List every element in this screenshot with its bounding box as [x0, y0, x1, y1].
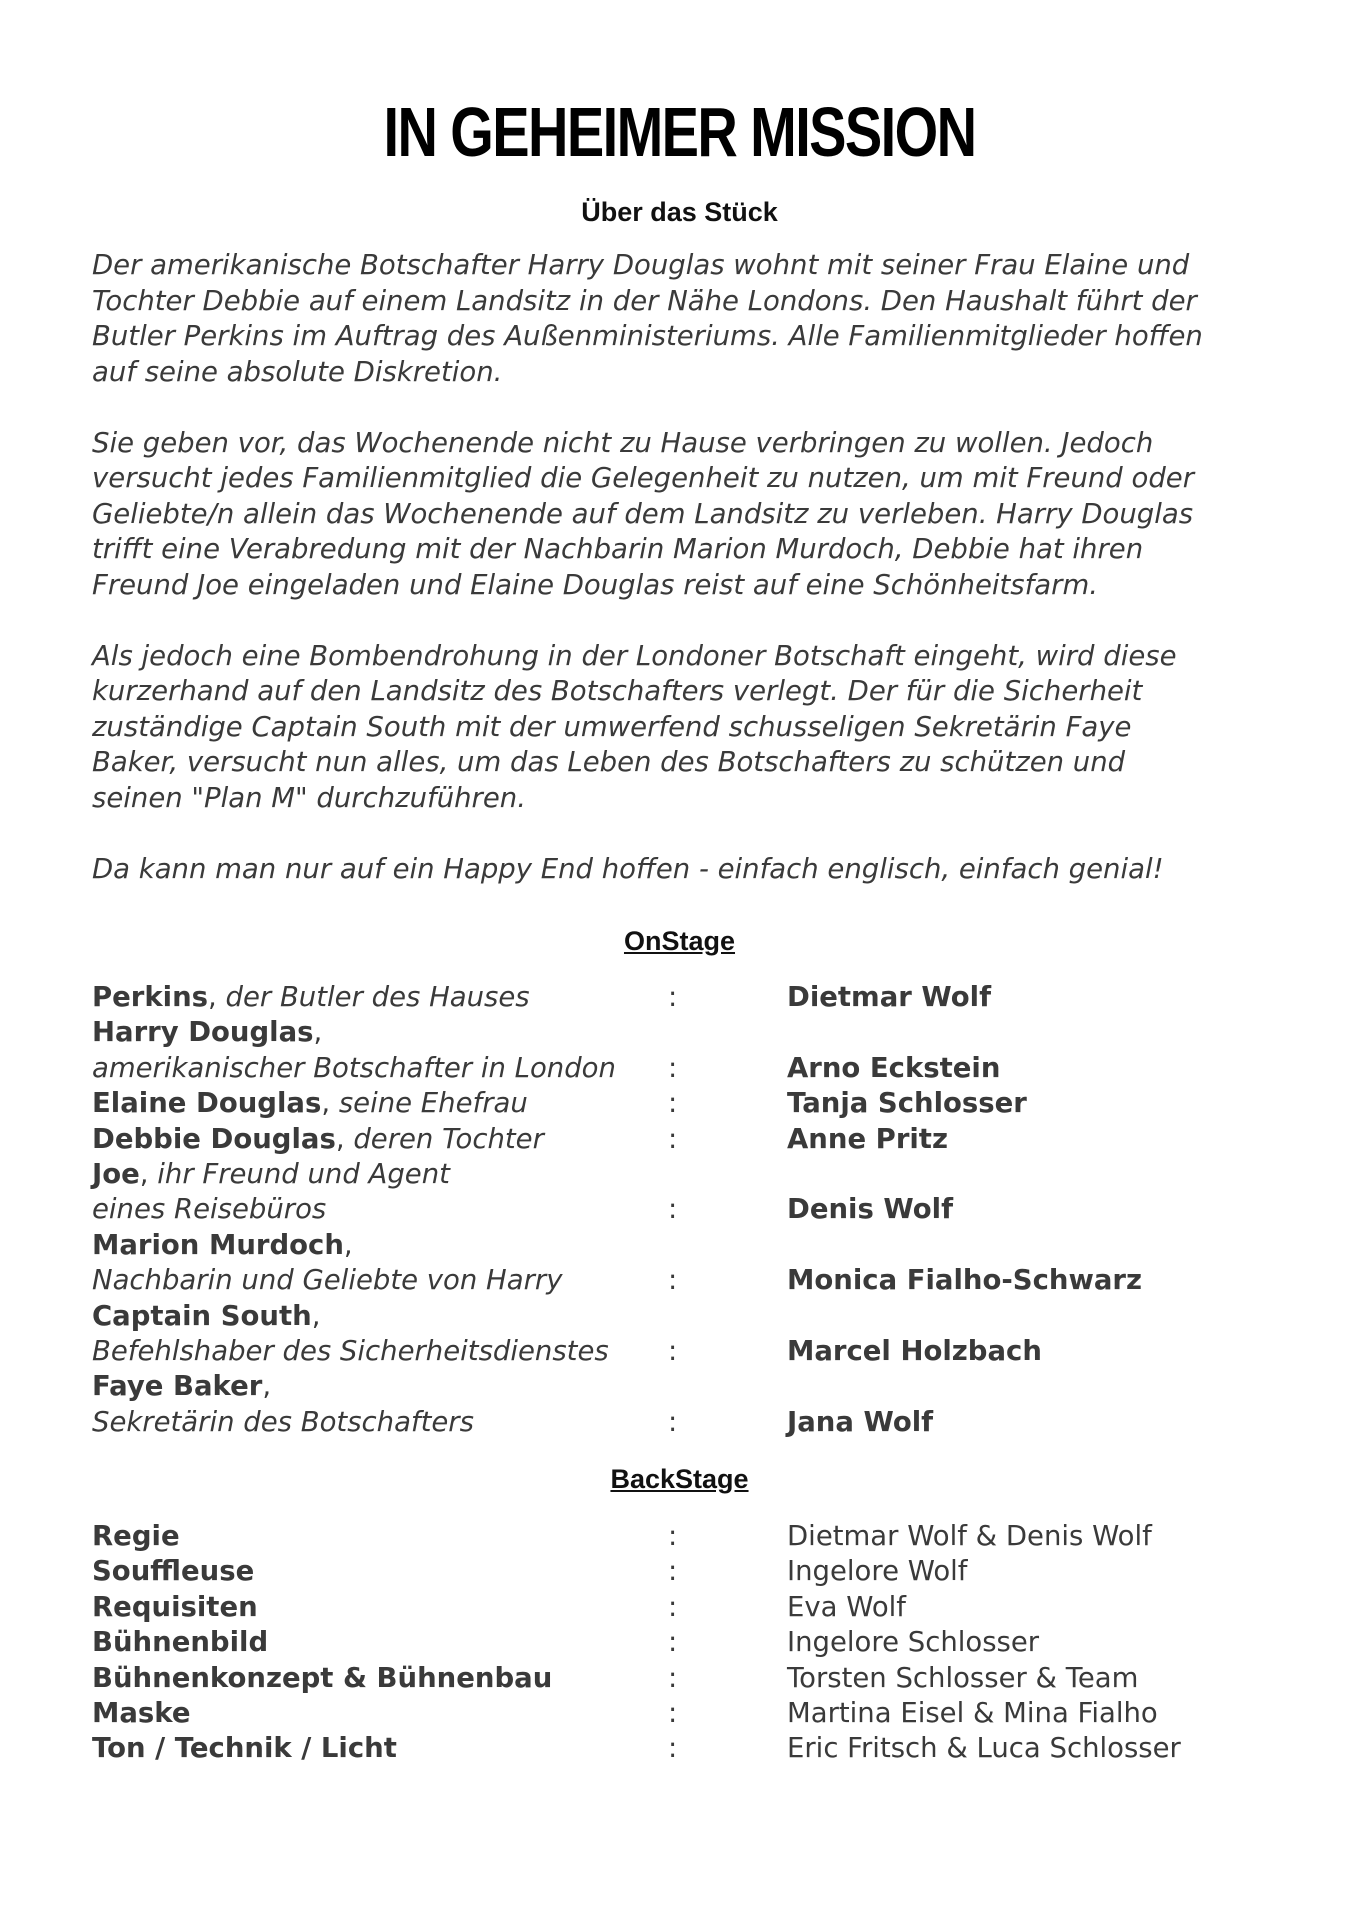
synopsis-line: Sie geben vor, das Wochenende nicht zu Hause verbringen zu wollen. Jedoch: [92, 426, 1154, 459]
cast-role: [92, 1157, 450, 1192]
crew-role: [92, 1731, 397, 1766]
cast-role: [92, 1334, 609, 1369]
crew-row: [92, 1590, 1282, 1625]
synopsis-line: Tochter Debbie auf einem Landsitz in der Nähe Londons. Den Haushalt führt der: [92, 284, 1197, 317]
crew-role-label: Regie: [92, 1520, 180, 1552]
synopsis-line: kurzerhand auf den Landsitz des Botschafters verlegt. Der für die Sicherheit: [92, 675, 1143, 707]
crew-role-label: Requisiten: [92, 1590, 258, 1623]
role-separator: ,: [311, 1299, 321, 1332]
crew-role: [92, 1519, 180, 1554]
cast-role: [92, 1051, 616, 1086]
onstage-heading: OnStage: [623, 926, 736, 956]
actor-name: Marcel Holzbach: [787, 1334, 1042, 1367]
colon-separator: :: [668, 1696, 678, 1729]
crew-row: [92, 1731, 1282, 1766]
colon-separator: :: [668, 1661, 678, 1694]
actor-name: Jana Wolf: [787, 1405, 934, 1438]
synopsis: [92, 248, 1282, 923]
role-separator: ,: [313, 1016, 323, 1049]
character-name: Perkins: [92, 981, 209, 1013]
cast-role: [92, 1263, 562, 1298]
cast-role: [92, 1299, 320, 1334]
synopsis-line: Der amerikanische Botschafter Harry Douglas wohnt mit seiner Frau Elaine und: [92, 249, 1190, 281]
character-name: Harry Douglas: [92, 1016, 314, 1049]
role-separator: ,: [343, 1228, 353, 1261]
character-name: Marion Murdoch: [92, 1228, 344, 1261]
character-name: Joe: [92, 1157, 140, 1190]
backstage-heading: BackStage: [610, 1464, 749, 1494]
crew-member-names: Martina Eisel & Mina Fialho: [787, 1696, 1158, 1729]
document-title: IN GEHEIMER MISSION: [383, 93, 976, 171]
synopsis-line: Butler Perkins im Auftrag des Außenministeriums. Alle Familienmitglieder hoffen: [92, 320, 1203, 352]
synopsis-line: Freund Joe eingeladen und Elaine Douglas reist auf eine Schönheitsfarm.: [92, 568, 1098, 601]
role-separator: ,: [139, 1157, 158, 1190]
crew-member-names: Torsten Schlosser & Team: [787, 1661, 1139, 1694]
cast-row: [92, 1051, 1282, 1086]
crew-role-label: Ton / Technik / Licht: [92, 1732, 397, 1765]
colon-separator: :: [668, 1334, 678, 1367]
onstage-cast-list: [92, 980, 1282, 1440]
cast-role: [92, 980, 530, 1015]
character-name: Debbie Douglas: [92, 1122, 336, 1155]
actor-name: Denis Wolf: [787, 1193, 954, 1226]
synopsis-paragraph: [92, 639, 1282, 817]
role-separator: ,: [321, 1087, 339, 1120]
character-description: eines Reisebüros: [92, 1193, 327, 1226]
character-name: Faye Baker: [92, 1370, 263, 1403]
cast-row: [92, 1192, 1282, 1227]
colon-separator: :: [668, 981, 678, 1013]
character-description: Befehlshaber des Sicherheitsdienstes: [92, 1334, 609, 1367]
colon-separator: :: [668, 1051, 678, 1084]
character-description: seine Ehefrau: [338, 1087, 528, 1120]
colon-separator: :: [668, 1193, 678, 1226]
cast-row: [92, 1334, 1282, 1369]
crew-row: [92, 1625, 1282, 1660]
cast-row: [92, 1122, 1282, 1157]
cast-role: [92, 1192, 326, 1227]
colon-separator: :: [668, 1122, 678, 1155]
cast-role: [92, 1015, 322, 1050]
crew-role-label: Bühnenkonzept & Bühnenbau: [92, 1661, 553, 1694]
crew-role: [92, 1590, 258, 1625]
synopsis-line: Geliebte/n allein das Wochenende auf dem Landsitz zu verleben. Harry Douglas: [92, 497, 1194, 530]
synopsis-line: seinen "Plan M" durchzuführen.: [92, 781, 526, 814]
cast-role: [92, 1405, 474, 1440]
character-description: deren Tochter: [353, 1122, 544, 1155]
synopsis-line: trifft eine Verabredung mit der Nachbarin Marion Murdoch, Debbie hat ihren: [92, 533, 1144, 565]
cast-row: [92, 1015, 1282, 1050]
role-separator: ,: [335, 1122, 354, 1155]
crew-role-label: Maske: [92, 1696, 191, 1729]
synopsis-line: versucht jedes Familienmitglied die Gelegenheit zu nutzen, um mit Freund oder: [92, 462, 1195, 494]
crew-role: [92, 1696, 191, 1731]
crew-role: [92, 1661, 552, 1696]
crew-row: [92, 1554, 1282, 1589]
colon-separator: :: [668, 1264, 678, 1297]
character-description: der Butler des Hauses: [225, 981, 530, 1013]
crew-row: [92, 1696, 1282, 1731]
cast-role: [92, 1086, 528, 1121]
character-description: ihr Freund und Agent: [157, 1157, 450, 1190]
colon-separator: :: [668, 1405, 678, 1438]
cast-row: [92, 1086, 1282, 1121]
crew-role: [92, 1554, 254, 1589]
crew-row: [92, 1519, 1282, 1554]
actor-name: Tanja Schlosser: [787, 1087, 1027, 1120]
character-description: Nachbarin und Geliebte von Harry: [92, 1264, 563, 1297]
cast-row: [92, 1228, 1282, 1263]
synopsis-paragraph: [92, 426, 1282, 604]
cast-row: [92, 1263, 1282, 1298]
role-separator: ,: [208, 981, 226, 1013]
synopsis-paragraph: [92, 248, 1282, 390]
cast-row: [92, 1369, 1282, 1404]
crew-role: [92, 1625, 268, 1660]
cast-row: [92, 1157, 1282, 1192]
crew-member-names: Ingelore Wolf: [787, 1555, 968, 1588]
crew-row: [92, 1661, 1282, 1696]
cast-row: [92, 1405, 1282, 1440]
cast-role: [92, 1122, 544, 1157]
character-description: Sekretärin des Botschafters: [92, 1405, 474, 1438]
actor-name: Dietmar Wolf: [787, 981, 992, 1013]
crew-member-names: Dietmar Wolf & Denis Wolf: [787, 1520, 1152, 1552]
colon-separator: :: [668, 1087, 678, 1120]
actor-name: Anne Pritz: [787, 1122, 948, 1155]
character-description: amerikanischer Botschafter in London: [92, 1051, 616, 1084]
synopsis-line: auf seine absolute Diskretion.: [92, 355, 503, 388]
cast-role: [92, 1228, 353, 1263]
colon-separator: :: [668, 1520, 678, 1552]
colon-separator: :: [668, 1732, 678, 1765]
crew-member-names: Eva Wolf: [787, 1590, 906, 1623]
colon-separator: :: [668, 1626, 678, 1659]
character-name: Captain South: [92, 1299, 312, 1332]
synopsis-paragraph: [92, 852, 1282, 888]
crew-role-label: Bühnenbild: [92, 1626, 269, 1659]
crew-member-names: Eric Fritsch & Luca Schlosser: [787, 1732, 1181, 1765]
crew-member-names: Ingelore Schlosser: [787, 1626, 1040, 1659]
role-separator: ,: [262, 1370, 272, 1403]
about-heading: Über das Stück: [581, 197, 778, 227]
backstage-crew-list: [92, 1519, 1282, 1767]
actor-name: Monica Fialho-Schwarz: [787, 1264, 1142, 1297]
colon-separator: :: [668, 1555, 678, 1588]
character-name: Elaine Douglas: [92, 1087, 322, 1120]
synopsis-line: Da kann man nur auf ein Happy End hoffen - einfach englisch, einfach genial!: [92, 852, 1164, 885]
colon-separator: :: [668, 1590, 678, 1623]
synopsis-line: zuständige Captain South mit der umwerfend schusseligen Sekretärin Faye: [92, 710, 1132, 743]
cast-role: [92, 1369, 271, 1404]
actor-name: Arno Eckstein: [787, 1051, 1001, 1084]
synopsis-line: Baker, versucht nun alles, um das Leben des Botschafters zu schützen und: [92, 746, 1126, 778]
cast-row: [92, 1299, 1282, 1334]
cast-row: [92, 980, 1282, 1015]
synopsis-line: Als jedoch eine Bombendrohung in der Londoner Botschaft eingeht, wird diese: [92, 639, 1177, 672]
crew-role-label: Souffleuse: [92, 1555, 255, 1588]
